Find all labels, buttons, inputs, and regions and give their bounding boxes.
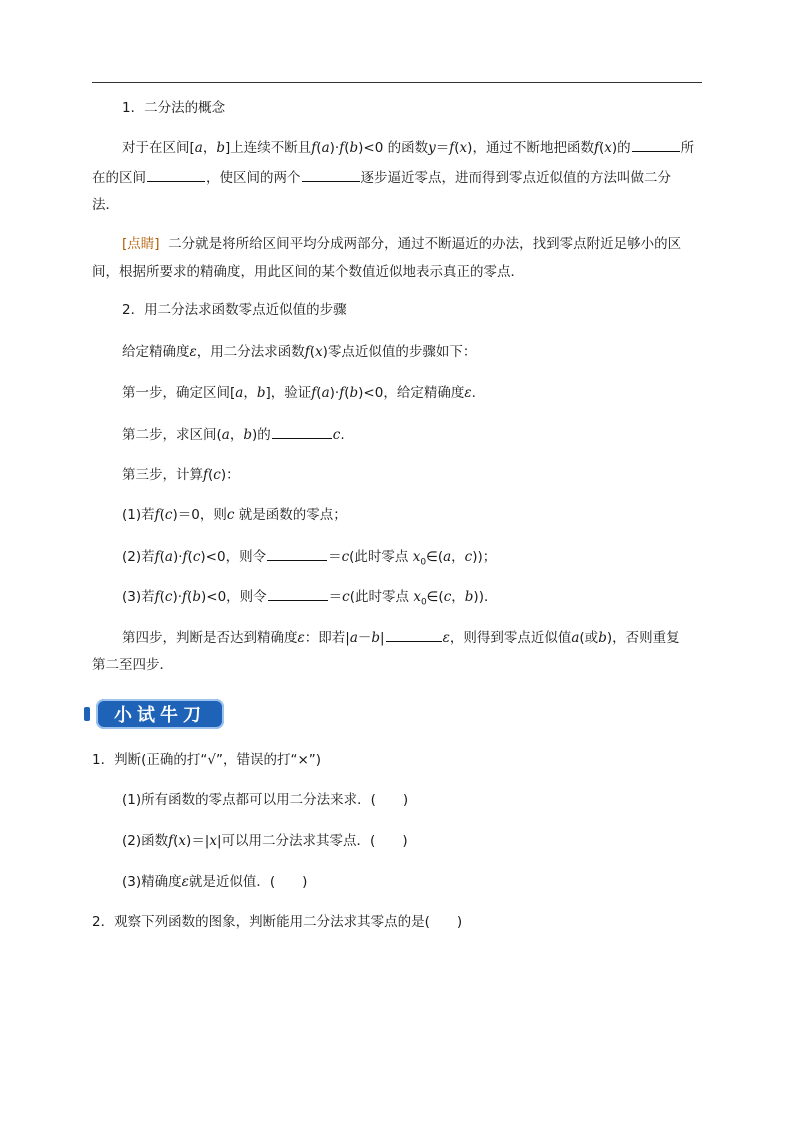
step-3: 第三步，计算f(c)：: [122, 467, 240, 483]
question-2: 2．观察下列函数的图象，判断能用二分法求其零点的是( ): [92, 914, 463, 930]
step-3-case-1: (1)若f(c)＝0，则c 就是函数的零点；: [122, 507, 347, 523]
header-rule: [92, 82, 702, 83]
step-3-case-3: (3)若f(c)·f(b)<0，则令 ＝c(此时零点 $x_0\in(c$，b))．: [122, 586, 497, 613]
fill-blank[interactable]: [272, 424, 332, 439]
fill-blank[interactable]: [267, 546, 327, 561]
step-4-line-2: 第二至四步．: [92, 657, 173, 673]
fill-blank[interactable]: [268, 586, 328, 601]
note-line-2: 间，根据所要求的精确度，用此区间的某个数值近似地表示真正的零点．: [92, 264, 524, 280]
question-1-item-3: (3)精确度ε就是近似值．( ): [122, 874, 308, 890]
definition-line-1: 对于在区间[a，b]上连续不断且f(a)·f(b)<0 的函数y＝f(x)，通过不断地把函数f(x)的 所: [122, 137, 694, 158]
step-4-line-1: 第四步，判断是否达到精确度ε：即若|a－b| ε，则得到零点近似值a(或b)，否则重复: [122, 627, 680, 648]
question-1-item-1: (1)所有函数的零点都可以用二分法来求．( ): [122, 792, 409, 808]
fill-blank[interactable]: [302, 167, 360, 182]
steps-intro: 给定精确度ε，用二分法求函数f(x)零点近似值的步骤如下：: [122, 344, 477, 360]
definition-line-3: 法．: [92, 197, 119, 213]
fill-blank[interactable]: [632, 137, 680, 152]
section-1-heading: 1．二分法的概念: [122, 100, 226, 116]
question-1-item-2: (2)函数f(x)＝|x|可以用二分法求其零点．( ): [122, 833, 408, 849]
practice-badge: 小试牛刀: [96, 699, 224, 729]
fill-blank[interactable]: [147, 167, 205, 182]
question-1: 1．判断(正确的打“√”，错误的打“×”): [92, 752, 322, 768]
step-3-case-2: (2)若f(a)·f(c)<0，则令 ＝c(此时零点 $x_0\in(a$，c))；: [122, 546, 496, 573]
section-2-heading: 2．用二分法求函数零点近似值的步骤: [122, 302, 347, 318]
note-tag: [点睛]: [122, 236, 160, 252]
step-1: 第一步，确定区间[a，b]，验证f(a)·f(b)<0，给定精确度ε.: [122, 385, 476, 401]
fill-blank[interactable]: [386, 627, 442, 642]
note-line-1: [点睛] 二分就是将所给区间平均分成两部分，通过不断逼近的办法，找到零点附近足够小的区: [122, 236, 682, 252]
badge-accent: [84, 707, 90, 721]
step-2: 第二步，求区间(a，b)的 c.: [122, 424, 345, 445]
definition-line-2: 在的区间 ，使区间的两个 逐步逼近零点，进而得到零点近似值的方法叫做二分: [92, 167, 671, 188]
